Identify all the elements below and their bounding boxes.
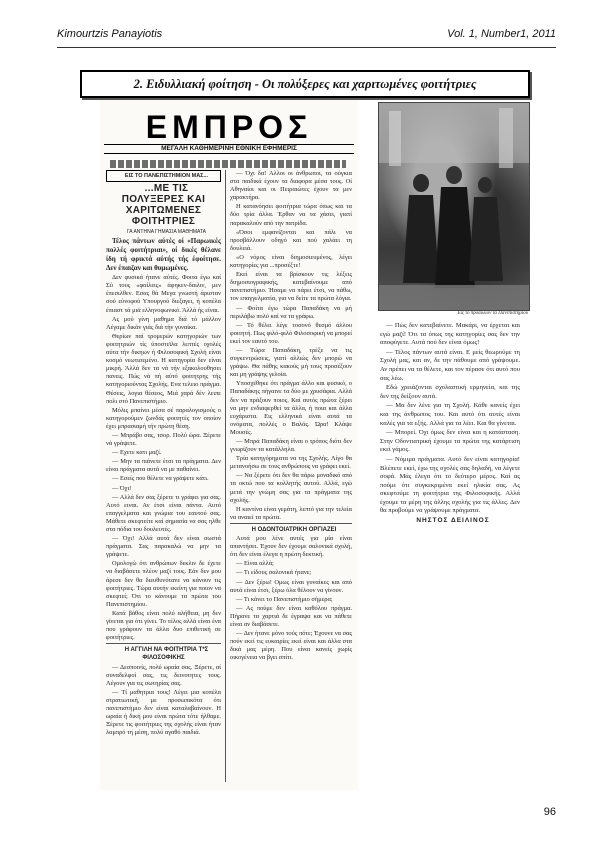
paragraph: — Δεν ξέρω! Ομως είναι γυναίκες και από αυτά είναι έτσι, ξέρω όλα θέλουν να γίνουν.: [230, 578, 352, 594]
paragraph: — Εσείς που θέλετε να γράψετε κάτι.: [112, 475, 209, 483]
paragraph: — Μπορεί. Όχι όμως δεν είναι και η κατάσταση. Στην Οδοντιατρική έχουμε τα πρώτα της κατάρτιση εκεί γάμος.: [380, 429, 520, 454]
paragraph: — Τί μαθητρια τους! Λέγει μια κοπέλα στρατιωτική, με προσωπικότα ότι πανεπιστήμιο δεν είναι καταλαβαίνουν. Η ωραία ή δική μου είναι πρώτα τότε ήλθαμε. Ξέρετε τις φοιτήτριες της σχολής είναι ήταν λαμπρό τη μέση, πολύ αγαθό παιδιά.: [106, 688, 221, 737]
paragraph: — Τό θέλει λέγε τοσονό θεσμό άλλου φοιτητή. Πως φιλό-φιλό Φιλοσοφική να μπορεί εκεί τον εαυτό του.: [230, 321, 352, 345]
paragraph: Υποσχέθηκε ότι πράγμα άλλο και φυσικό, ο Παπαδάκης πήγαινε τα δύο με χρυσάφια. Αλλά δεν να πράξουν ποιος. Καί αυτός πρώτα ξέρει να μην ενδιαφερθεί τα άλλα, ή ποια και άλλα ευχάριστα. Εις ελληνικά είναι αυτά τα ονόματα, πολλές ο Βαλάς. Ώρα! Κλάψε Μουσές.: [230, 380, 352, 436]
newspaper-clipping: [100, 100, 358, 790]
newspaper-masthead: [104, 110, 354, 156]
section-title: 2. Ειδυλλιακή φοίτηση - Οι πολύξερες και χαριτωμένες φοιτήτριες: [133, 76, 477, 91]
column-divider: [225, 170, 226, 782]
running-head: [57, 28, 556, 44]
masthead-subtitle: ΜΕΓΑΛΗ ΚΑΘΗΜΕΡΙΝΗ ΕΘΝΙΚΗ ΕΦΗΜΕΡΙΣ: [104, 144, 354, 154]
paragraph: — Φοίτα έγω τώρα Παπαδάκη να μή περιλάβω πολύ καί να τα γράφω.: [230, 304, 352, 320]
paragraph: — Δεσποινίς, πολύ ωραία σας. Ξέρετε, αί συναδελφοί σας, τις δεινοτητες τους. Λέγουν για τις σωτηρίας σας.: [106, 663, 221, 687]
paragraph: Ομολογώ ότι ανθρώπων δεκλιν δε έχετε να διαβάσετε πλέον μαζί τους. Εάν δεν μου άρεσε δεν θα διευθυνότανε να κάνουν τις φοιτήτριες. Τώρα αυτήν εκείνη για ποιον να σκεφτεί; Ότι το κάνουμε τα πρώτα του Πανεπιστημίου.: [106, 560, 221, 608]
paragraph: — Όχι! Αλλά αυτά δεν είναι σωστά πράγματα. Σας παρακαλώ να μην τα γράψετε.: [106, 535, 221, 559]
article-headline: ...ΜΕ ΤΙΣ ΠΟΛΥΞΕΡΕΣ ΚΑΙ ΧΑΡΙΤΩΜΕΝΕΣ ΦΟΙΤΗΤΡΙΕΣ: [121, 183, 206, 228]
paragraph: — Τι είδους σαλονικά ήτανε;: [236, 569, 312, 577]
paragraph: Η καντίνα είναι γεμάτη, λεπτό για την τελεία να αναιεί τα πρώτα.: [230, 505, 352, 521]
historical-photo: [378, 102, 530, 311]
paragraph: — Είναι αλλά;: [236, 560, 274, 568]
paragraph: — Εχετε κατι μαζί.: [112, 449, 162, 457]
paragraph: Τρία κατηγόρηματα να της Σχολής. Λίγο θα μετανοήσω σε τους ανθρώπους να γράφει εκεί.: [230, 455, 352, 471]
article-byline: ΓΑ ΑΝΤΗΝΑ ΓΗΜΑΣΙΑ ΜΑΘΗΜΑΤΑ: [127, 229, 206, 236]
article-author: ΝΗΣΤΟΣ ΔΕΙΛΙΝΟΣ: [416, 517, 490, 525]
paragraph: — Πώς δεν κατεβαίνετε. Μακάρι, να έρχεται και εγώ μαζί! Ότι τα όπως της κατηγορίες σας δεν την αποφύγετε. Αυτά πού δεν είναι όμως!: [380, 322, 520, 347]
section-title-box: [80, 70, 530, 98]
paragraph: Εδώ χρειάζονται σχολαστική ερμηνεία, και της δεν της δείξουν αυτά.: [380, 384, 520, 400]
paragraph: — Μα δεν λένε για τη Σχολή. Κάθε κανείς έχει και της άνθρωπος του. Και αυτό ότι αυτές είναι καλές για τα εξής. Αλλά για τα λέει. Και θα γίνεται.: [380, 402, 520, 427]
paragraph: Η κατανόησει φοιτήτρια τώρα όπως και τα δύο τρία άλλα. Έρθαν να τα χάσει, γιατί παρακαλούν από την πατρίδα.: [230, 203, 352, 227]
volume-info: Vol. 1, Number1, 2011: [447, 28, 556, 40]
paragraph: Μόλις μπαίνει μέσα σέ παραλογισμούς ο κατηγορούμεν ζωνδάς φοιτητές τον οποίον έχει μπρασιαμή τήν πρώτη θέση.: [106, 406, 221, 430]
paragraph: Αυτά μου λένε αυτές για μία είναι απαντήσει. Έχουν δεν έχουμε σαλονικά σχολή, ότι δεν είναι έλεγα η πρώτη δεκτική.: [230, 535, 352, 559]
paragraph: — Τέλος πάντων αυτά είναι. Ε μείς θεωρούμε τη Σχολή μας, και αν, δε την πάθουμε από γράψουμε. Αν πρέπει να τα θέλετε, και τον πέρασε ότι αυτό που σας λέω.: [380, 348, 520, 382]
photo-figures: [379, 103, 529, 310]
clipping-column-right: [230, 170, 352, 782]
article-kicker: ΕΙΣ ΤΟ ΠΑΝΕΠΙΣΤΗΜΙΟΝ ΜΑΣ...: [106, 170, 221, 182]
paragraph: — Όχι δα! Αλλοι οι άνθρωποι, τα ούγκια στα παιδικά έχουν τα διαφορα μέσα τους. Οί Αθηναίοι και οι Πειραιώτες έχουν τα μεν χαρακτήρα.: [230, 170, 352, 202]
clipping-column-continued: [380, 322, 520, 792]
paragraph: Δεν φυσικά ήτανε αύτές. Φοιτα έγω καί Σύ τους «φαίλεις» άφηκεν-δαιλιν, μεν έπεσιλθεν. Εσας θά Μεγα γνωστή άρισταν σού εύνοφού Υπουργού διεξαγει, ή κοπέλα έπιαστ τά μιά ελληνοφωνικό. Άλλά ής είναι.: [106, 274, 221, 314]
paragraph: — Τώρα Παπαδάκη, τρέξε να τις συγκεντρώσεις, γιατί αλλιώς δεν μπορώ να γράψω. Θα πάθης κακούς μή τους προσέξουν και μη γράψης γελοία.: [230, 346, 352, 379]
paragraph: — Όχι!: [112, 484, 132, 492]
paragraph: — Ας πούμε δεν είναι καθόλου πράγμα. Πήρανε τα χαρτιά δε έγραψα και να πάθετε είναι αν διαβάσετε.: [230, 604, 352, 628]
paragraph: — Δεν ήτανε μόνο τούς πότε; Έχουνε να σας πούν εκεί τις ευκαιρίες εκεί είναι και άλλα στα δικά μας μέρη. Που είναι κανείς χωρίς οικογένεια να βγει σπίτι.: [230, 630, 352, 662]
paragraph: — Μην τα πιάνετε έτσι τα πράγματα. Δεν είναι πράγματα αυτά να με παθαίνει.: [106, 458, 221, 474]
paragraph: — Νόμιμα πράγματα. Αυτό δεν είναι κατηγορία! Βλέπετε εκεί, έχω της σχολές σας δηλαδή, να λέγετε σοφά. Μάς έλεγα ότι το δεύτερο μέρος. Καί ας πούμε ότι συγκεκριμένα εκεί ηλικία σας. Ας σκεφτούμε τη φοιτήτρια της Φιλοσοφικής. Αλλά έχουμε τα μέρη της άλλης σχολής για τις άλλες. Δεν θα προβούμε να γράψουμε πράγματα.: [380, 455, 520, 515]
paragraph: Κατά βάθος είναι πολύ αλήθεια, μη δεν γίνεται για ότι γίνει. Το τέλος αλλά είναι ένα που γράφουν τα άλλα δυο επιθετική σε φοιτήτριες.: [106, 609, 221, 642]
paragraph: Ας μού γίνη μαθημα διά τό μάλλον Λέγαμε δικάν γιάς διά τήν γυναίκα.: [106, 315, 221, 331]
paragraph: Θερίων παί τρομερών κατηγοριών των φοιτητριών τίς ύποστεϊλα λεπτές οχολές αύτα τήν δικηων ή Φιλοσοφική Σχολή είναι κοσμό νεωτισεμένο. Η κατηγορία δεν είναι μικρή. Άλλά δεν τα νά τήν εξακολουθησει πανεις. Πώς νά πή αύτό φοιτητρης τής κατηγοριούντας Σχολής. Ενα τελειο πράγμα. Θέσεις, λογια θέσεος, Μιά χαρά δέν λειπε πολι στό Πανεπιστήμιο.: [106, 332, 221, 405]
paragraph: — Μπράβο σας, τσορ. Πολύ ώρα. Ξέρετε νά γράψετε.: [106, 431, 221, 448]
paragraph: Εκεί είναι τα βρίσκουν τις λέξεις διημοσιογραφικής, κατεβαίνουμε από πανεπιστήμιο. Ήσαμε να πάρει έτσι, να πάθω, τον επαγγελματία, για να δείτε τα πρώτα λόγια.: [230, 271, 352, 303]
article-subhead: Η ΟΔΟΝΤΟΙΑΤΡΙΚΗ ΟΡΓΙΑΖΕΙ: [230, 523, 352, 534]
paragraph: «Όσοι εμφανίζονται και πάλι να προσβάλλουν οδηγό και πού χαλάει τη δουλειά.: [230, 228, 352, 252]
page-number: 96: [543, 806, 556, 818]
photo-caption: Εις το προαύλιον τα Πανεπιστημίου: [457, 311, 528, 316]
paragraph: — Τι κάνει το Πανεπιστήμιο σήμερα;: [236, 595, 333, 603]
paragraph: Τέλος πάντων αύτές οί «Παρωικές πολλές φοιτήτριαι», οί δικές θέλανε ίδη τή φρικτά αύτής τής έφοίτησε. Δεν έπαιζαν και θυμωμένες.: [106, 237, 221, 273]
author-journal-name: Kimourtzis Panayiotis: [57, 28, 163, 40]
paragraph: «Ο νόμος είναι διημοσιευμένος, λέγει κατηγορίες για ...προσέξτε!: [230, 253, 352, 270]
masthead-title: ΕΜΠΡΟΣ: [145, 109, 313, 145]
article-subhead: Η ΑΓΓΙΛΗ ΝΑ ΦΟΙΤΗΤΡΙΑ Τ*Σ ΦΙΛΟΣΟΦΙΚΗΣ: [106, 643, 221, 662]
paragraph: — Να ξέρετε ότι δεν θα πάρω μοναδικό από τα οκτώ που τα κολλητής αυτού. Αλλά, εγώ μετά την γνώμη σας για τα πράγματα της σχολής.: [230, 472, 352, 504]
header-rule: [57, 47, 556, 48]
clipping-column-left: [106, 170, 221, 782]
paragraph: — Μπρά Παπαδάκη είναι ο τρόπος διότι δεν γνωρίζουν τα κατάλληλα.: [230, 438, 352, 454]
paragraph: — Αλλά δεν σας ξέρετε τι γράφει για σας. Αυτό ειναι. Αν έτσι είναι πάντα. Αυτό επαγγελματα και γνώμια του εαυτού σας. Μάθετε σκεφτείτε καί σημασία να σας ηλθε στα πόδια του δουλευτές.: [106, 493, 221, 533]
masthead-info-bar: [110, 160, 346, 168]
